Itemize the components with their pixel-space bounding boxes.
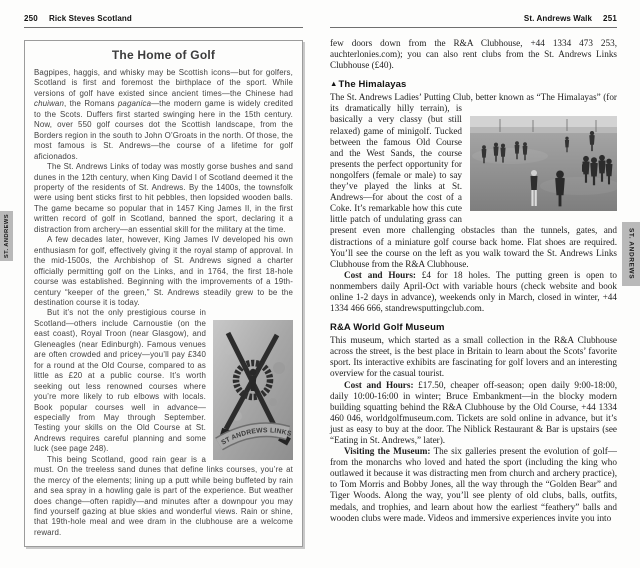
sidebar-paragraph-1: Bagpipes, haggis, and whisky may be Scottish icons—but for golfers, Scotland is first and foremost the birthplace of the sport. While versions of golf have existed since ancient times—the Chinese had chuiwan, the Romans paganica—the modern game is widely credited to the Scots. Duffers first started swinging here in the 15th century. Now, over 550 golf courses dot the Scottish landscape, from the Borders region in the south to John O’Groats in the north. Of those, the most famous is St. Andrews—the course of a lifetime for golf aficionados. <box>34 68 293 161</box>
sidebar-paragraph-3: A few decades later, however, King James IV developed his own enthusiasm for golf, effectively giving it the royal stamp of approval. In the mid-1500s, the Archbishop of St. Andrews signed a charter officially permitting golf on the Links, and in 1764, the first 18-hole course was established. Beginning with the improvements of a 19th-century “keeper of the green,” St. Andrews steadily grew to be the destination course it is today. <box>34 235 293 307</box>
tab-label: ST. ANDREWS <box>627 228 635 280</box>
page-left-250 <box>24 14 303 547</box>
sidebar-title: The Home of Golf <box>111 48 216 62</box>
page-right-251 <box>330 14 617 524</box>
emblem-banner-text: ST ANDREWS LINKS <box>220 427 293 448</box>
section-tab-st-andrews-left <box>0 211 13 261</box>
cost-hours-label: Cost and Hours: <box>344 379 414 390</box>
visiting-label: Visiting the Museum: <box>344 446 431 457</box>
sidebar-paragraph-4: ST ANDREWS LINKS But it’s not the only prestigious course in Scotland—others include Carnoustie (on the east coast), Royal Troon (near Glasgow), and Gleneagles (near Edinburgh). Famous venues are often crowded and pricey—you’ll pay £340 for a round at the Old Course, compared to as little as £20 at a public course. It’s worth seeking out less renowned courses where you’re more likely to rub elbows with locals. Book popular courses well in advance—especially from May through September. Testing your skills on the Old Course at St. Andrews requires careful planning and some luck (see page 248). <box>34 308 293 454</box>
museum-visiting: Visiting the Museum: The six galleries present the evolution of golf—from the monarchs who loved and hated the sport (including the king who outlawed it because it was distracting men from church and archery practice), to Tom Morris and Bobby Jones, all the way through the “Golden Bear” and Tiger Woods. Along the way, you’ll see plenty of old clubs, balls, outfits, medals, and trophies, and learn about how the earliest “feathery” balls and wooden clubs were made. Videos and immersive experiences invite you into <box>330 446 617 523</box>
st-andrews-links-emblem-photo <box>213 320 293 460</box>
himalayas-putting-green-photo <box>470 116 617 211</box>
himalayas-paragraph: The St. Andrews Ladies’ Putting Club, better known as “The Himalayas” (for its dramatically hilly terrain), is basically a very classy (but still relaxed) game of minigolf. Tucked between the famous Old Course and the West Sands, the course presents the perfect opportunity for nongolfers (female or male) to say they’ve played the links at St. Andrews—for about the cost of a Coke. It’s remarkable how this cute little patch of undulating grass can present even more challenging obstacles than the tunnels, gates, and distractions of a miniature golf course back home. Flat shoes are required. You’ll see the course on the left as you walk toward the St. Andrews Links Clubhouse from the R&A Clubhouse. <box>330 92 617 270</box>
page-number-left: 250 <box>24 14 38 23</box>
running-header-right <box>330 14 617 28</box>
cost-hours-label: Cost and Hours: <box>344 269 416 280</box>
page-number-right: 251 <box>603 14 617 23</box>
himalayas-heading: ▲The Himalayas <box>330 79 407 91</box>
home-of-golf-sidebar <box>24 40 303 547</box>
book-title: Rick Steves Scotland <box>48 14 132 23</box>
tab-label: ST. ANDREWS <box>3 213 10 259</box>
sidebar-paragraph-5: This being Scotland, good rain gear is a must. On the treeless sand dunes that define links courses, you’re at the mercy of the elements; lining up a putt while being buffeted by rain and sea spray in a howling gale is part of the experience. But weather does change—often rapidly—and minutes after a downpour you may find yourself gazing at blue skies and wonderful views. Rain or shine, that 19th-hole meal and wee dram in the clubhouse are a welcome reward. <box>34 454 293 537</box>
running-header-left <box>24 14 303 28</box>
saint-andrew-figure-icon <box>250 369 257 391</box>
museum-heading: R&A World Golf Museum <box>330 322 445 334</box>
intro-paragraph: few doors down from the R&A Clubhouse, +44 1334 473 253, auchterlonies.com); you can also rent clubs from the St. Andrews Links Clubhouse (£40). <box>330 38 617 71</box>
sight-rating-triangle-icon: ▲ <box>330 79 338 89</box>
section-tab-st-andrews-right <box>622 222 640 286</box>
himalayas-cost-hours: Cost and Hours: £4 for 18 holes. The putting green is open to nonmembers daily April-Oct with variable hours (check website and book online 1-2 days in advance), weekends only in March, closed in winter, +44 1334 466 666, standrewsputtingclub.com. <box>330 269 617 314</box>
museum-cost-hours: Cost and Hours: £17.50, cheaper off-season; open daily 9:00-18:00, daily 10:00-16:00 in winter; Bruce Embankment—in the blocky modern building squatting behind the R&A Clubhouse by the Old Course, +44 1334 460 046, worldgolfmuseum.com. Tickets are sold online in advance, but it’s just as easy to buy at the door. The Niblick Restaurant & Bar is upstairs (see “Eating in St. Andrews,” later). <box>330 379 617 445</box>
sidebar-paragraph-2: The St. Andrews Links of today was mostly gorse bushes and sand dunes in the 12th century, when King David I of Scotland deemed it the property of the residents of St. Andrews. By the 1400s, the townsfolk were using bent sticks first to hit pebbles, then lopsided wooden balls. The game became so popular that in 1457 King James II, in the first written record of golf in Scotland, banned the sport, declaring it a distraction from archery—an essential skill for the military at the time. <box>34 162 293 234</box>
chapter-title: St. Andrews Walk <box>523 14 593 23</box>
museum-paragraph: This museum, which started as a small collection in the R&A Clubhouse across the street, is the best place in Britain to learn about the Scots’ favorite sport. Its interactive exhibits are fascinating for golf lovers and an interesting overview for the casual tourist. <box>330 335 617 379</box>
